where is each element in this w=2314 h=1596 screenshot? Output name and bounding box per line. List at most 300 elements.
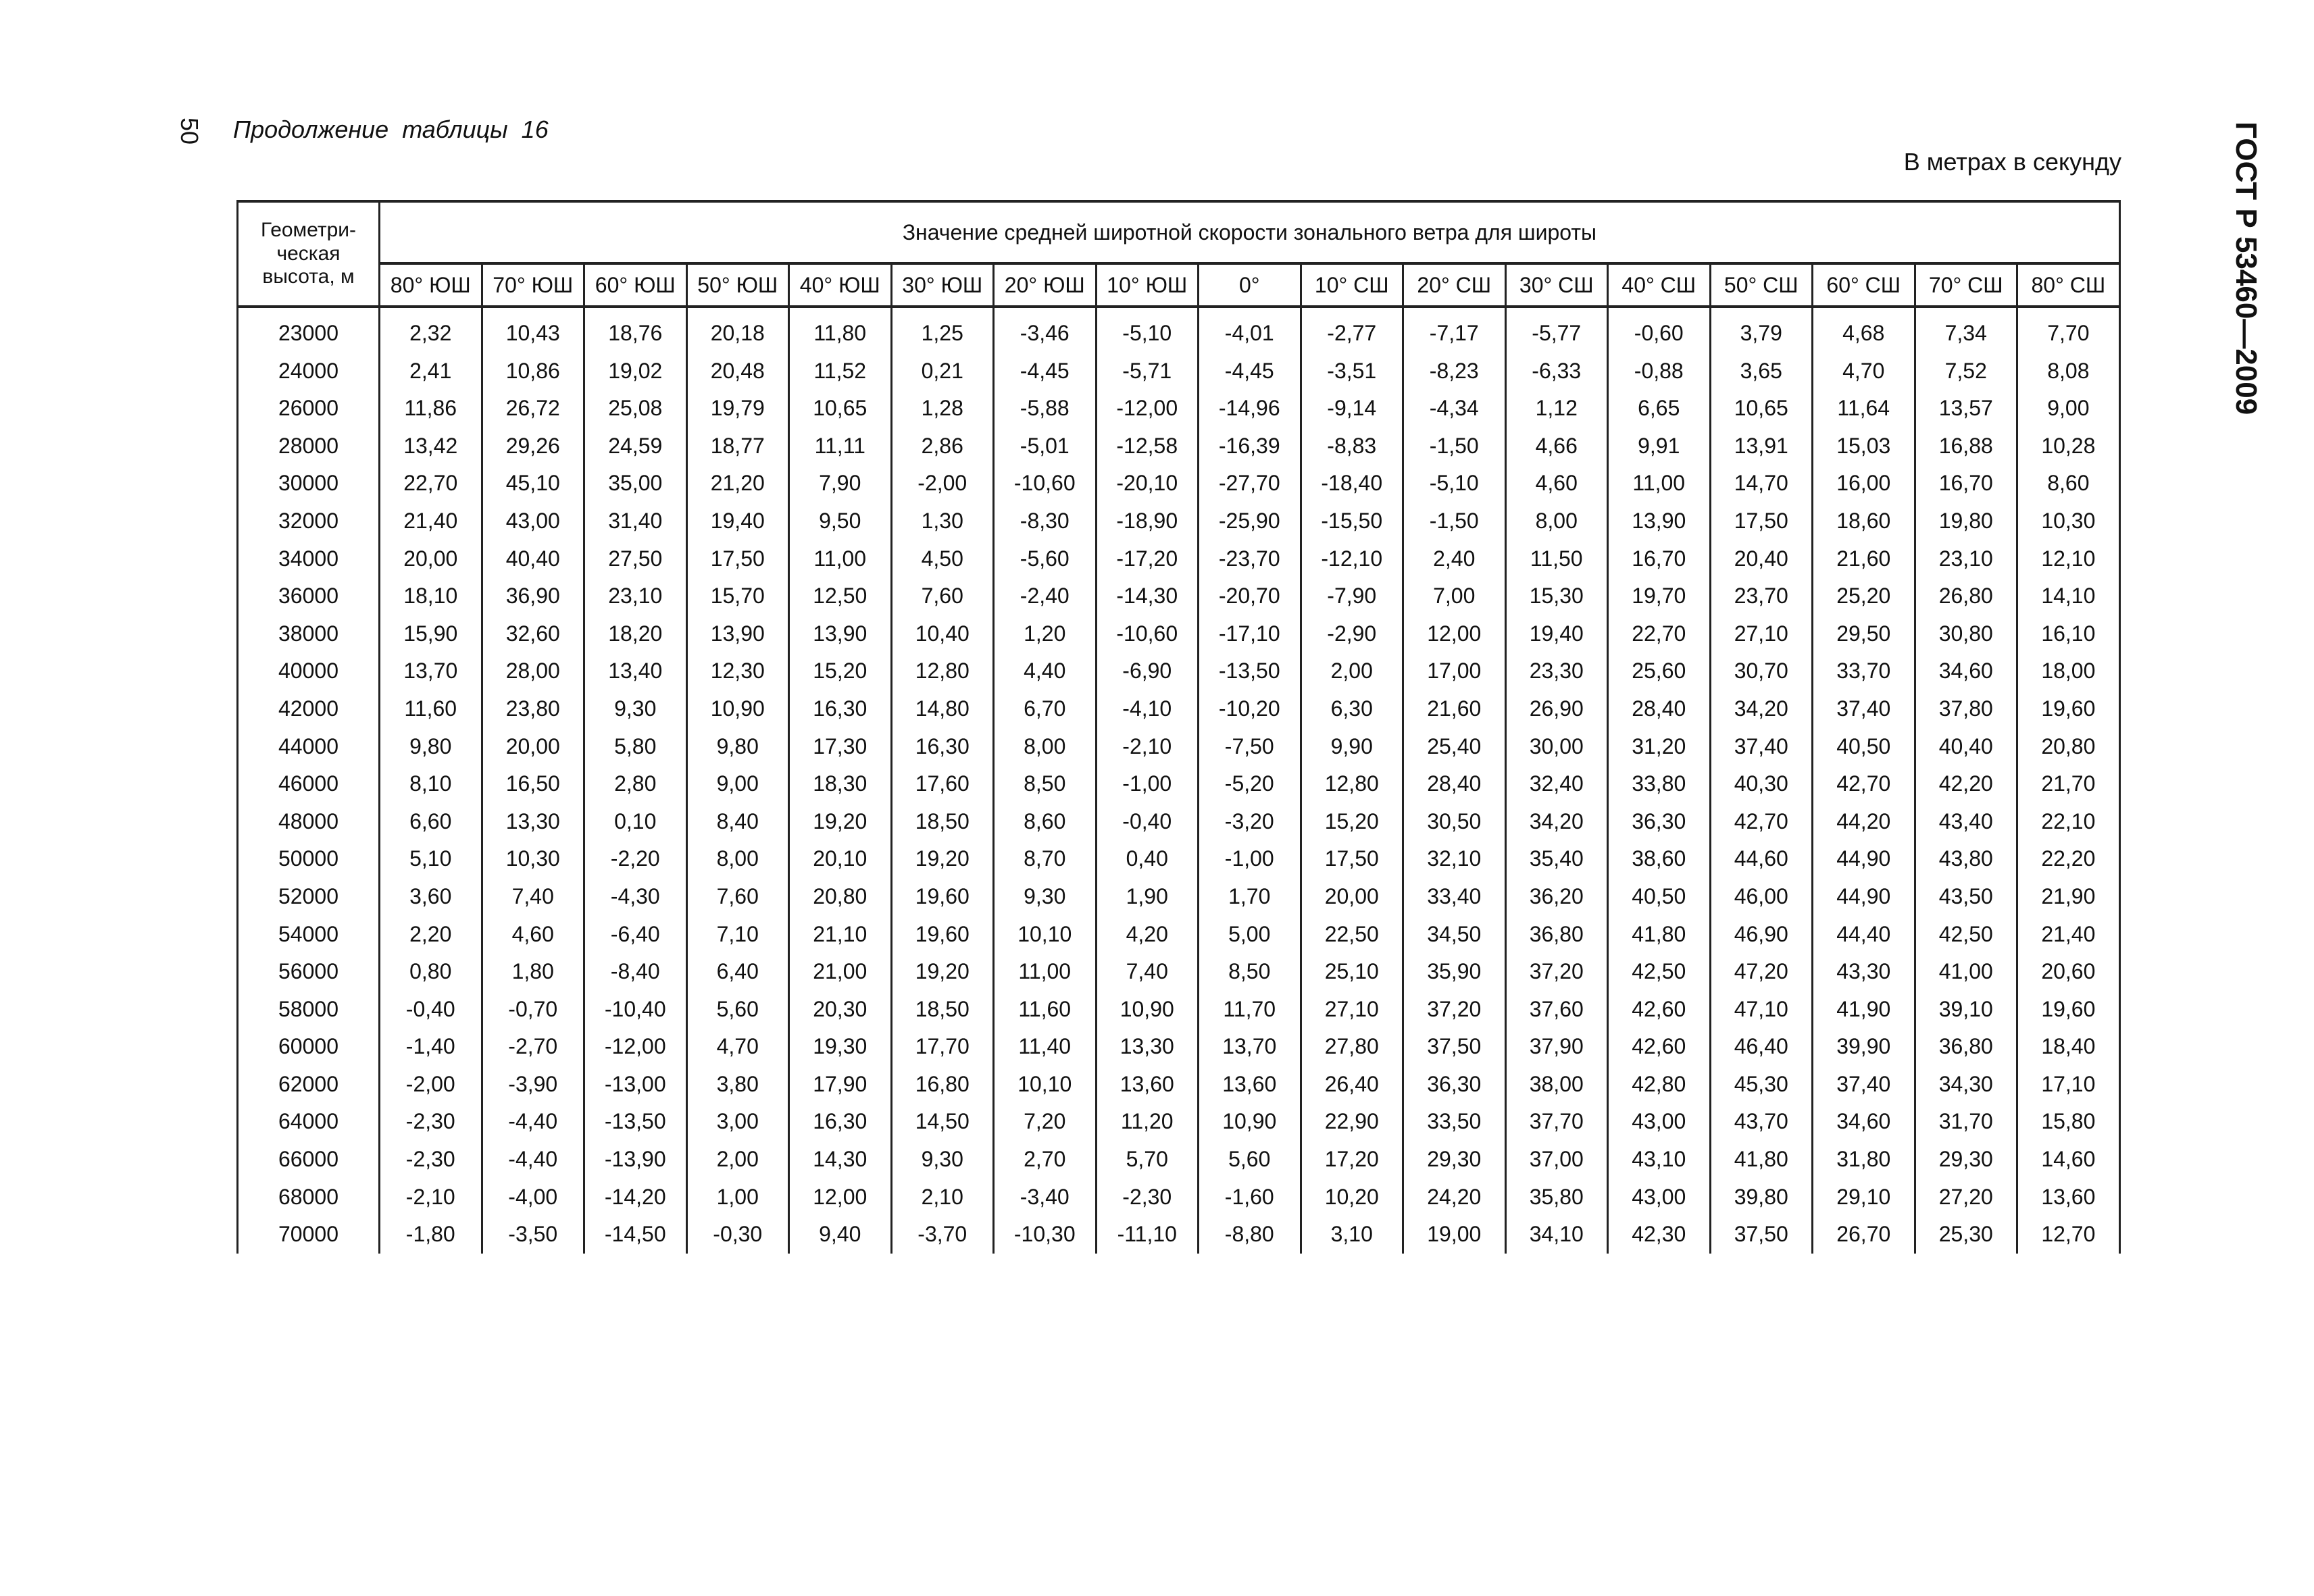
value-cell: 17,50 xyxy=(1301,840,1403,878)
value-cell: 6,40 xyxy=(686,953,789,991)
latitude-header: 70° ЮШ xyxy=(482,263,584,307)
value-cell: 40,30 xyxy=(1710,765,1813,803)
table-caption: Продолжение таблицы 16 xyxy=(233,115,549,143)
value-cell: 46,90 xyxy=(1710,916,1813,954)
value-cell: 16,70 xyxy=(1915,465,2017,503)
value-cell: 24,20 xyxy=(1403,1179,1506,1216)
value-cell: -2,00 xyxy=(380,1066,482,1104)
value-cell: -20,10 xyxy=(1096,465,1199,503)
altitude-cell: 38000 xyxy=(238,615,380,653)
value-cell: 3,80 xyxy=(686,1066,789,1104)
altitude-cell: 24000 xyxy=(238,353,380,390)
value-cell: 35,00 xyxy=(584,465,687,503)
value-cell: 41,00 xyxy=(1915,953,2017,991)
value-cell: 6,60 xyxy=(380,803,482,841)
value-cell: 41,90 xyxy=(1813,991,1915,1029)
altitude-cell: 62000 xyxy=(238,1066,380,1104)
value-cell: 29,10 xyxy=(1813,1179,1915,1216)
value-cell: 9,90 xyxy=(1301,728,1403,766)
value-cell: 25,10 xyxy=(1301,953,1403,991)
table-row xyxy=(238,916,2120,954)
value-cell: 36,30 xyxy=(1608,803,1711,841)
value-cell: 21,40 xyxy=(380,503,482,540)
value-cell: 35,90 xyxy=(1403,953,1506,991)
header-separator xyxy=(238,307,2120,315)
table-row xyxy=(238,1028,2120,1066)
value-cell: -14,96 xyxy=(1199,390,1301,428)
altitude-cell: 54000 xyxy=(238,916,380,954)
value-cell: 16,30 xyxy=(891,728,994,766)
value-cell: 30,80 xyxy=(1915,615,2017,653)
value-cell: 19,40 xyxy=(686,503,789,540)
value-cell: 13,60 xyxy=(1096,1066,1199,1104)
value-cell: 9,50 xyxy=(789,503,892,540)
value-cell: 10,10 xyxy=(994,1066,1097,1104)
value-cell: -3,20 xyxy=(1199,803,1301,841)
value-cell: 13,91 xyxy=(1710,428,1813,465)
value-cell: -2,30 xyxy=(380,1141,482,1179)
value-cell: 18,50 xyxy=(891,991,994,1029)
value-cell: 12,10 xyxy=(2017,540,2120,578)
value-cell: -5,77 xyxy=(1505,315,1608,353)
value-cell: -13,50 xyxy=(584,1103,687,1141)
value-cell: -1,60 xyxy=(1199,1179,1301,1216)
value-cell: 23,10 xyxy=(1915,540,2017,578)
value-cell: 7,00 xyxy=(1403,577,1506,615)
value-cell: 8,40 xyxy=(686,803,789,841)
value-cell: 15,30 xyxy=(1505,577,1608,615)
value-cell: 10,30 xyxy=(2017,503,2120,540)
value-cell: 20,40 xyxy=(1710,540,1813,578)
value-cell: 18,30 xyxy=(789,765,892,803)
value-cell: 31,70 xyxy=(1915,1103,2017,1141)
value-cell: 40,40 xyxy=(482,540,584,578)
value-cell: -12,00 xyxy=(584,1028,687,1066)
altitude-cell: 50000 xyxy=(238,840,380,878)
value-cell: 36,80 xyxy=(1915,1028,2017,1066)
value-cell: 36,20 xyxy=(1505,878,1608,916)
value-cell: 0,10 xyxy=(584,803,687,841)
value-cell: 29,30 xyxy=(1915,1141,2017,1179)
value-cell: 11,70 xyxy=(1199,991,1301,1029)
value-cell: -27,70 xyxy=(1199,465,1301,503)
value-cell: 11,40 xyxy=(994,1028,1097,1066)
value-cell: 9,91 xyxy=(1608,428,1711,465)
value-cell: 1,70 xyxy=(1199,878,1301,916)
value-cell: -13,90 xyxy=(584,1141,687,1179)
value-cell: 9,30 xyxy=(891,1141,994,1179)
value-cell: -2,30 xyxy=(380,1103,482,1141)
value-cell: -7,50 xyxy=(1199,728,1301,766)
value-cell: 4,70 xyxy=(1813,353,1915,390)
value-cell: 22,10 xyxy=(2017,803,2120,841)
value-cell: -18,40 xyxy=(1301,465,1403,503)
value-cell: 8,60 xyxy=(994,803,1097,841)
value-cell: 1,25 xyxy=(891,315,994,353)
value-cell: 11,60 xyxy=(380,690,482,728)
value-cell: 12,00 xyxy=(789,1179,892,1216)
value-cell: 40,50 xyxy=(1813,728,1915,766)
value-cell: 40,50 xyxy=(1608,878,1711,916)
value-cell: 11,50 xyxy=(1505,540,1608,578)
value-cell: 42,60 xyxy=(1608,1028,1711,1066)
latitude-header: 50° СШ xyxy=(1710,263,1813,307)
value-cell: -10,60 xyxy=(994,465,1097,503)
table-row xyxy=(238,690,2120,728)
latitude-header-row xyxy=(238,263,2120,307)
value-cell: 13,30 xyxy=(482,803,584,841)
value-cell: 13,42 xyxy=(380,428,482,465)
value-cell: 14,30 xyxy=(789,1141,892,1179)
value-cell: 37,40 xyxy=(1813,1066,1915,1104)
value-cell: 25,60 xyxy=(1608,652,1711,690)
latitude-header: 0° xyxy=(1199,263,1301,307)
value-cell: 21,10 xyxy=(789,916,892,954)
value-cell: 5,70 xyxy=(1096,1141,1199,1179)
value-cell: 2,70 xyxy=(994,1141,1097,1179)
value-cell: 14,70 xyxy=(1710,465,1813,503)
value-cell: 37,70 xyxy=(1505,1103,1608,1141)
value-cell: 13,40 xyxy=(584,652,687,690)
value-cell: 36,30 xyxy=(1403,1066,1506,1104)
value-cell: 13,90 xyxy=(789,615,892,653)
value-cell: -8,30 xyxy=(994,503,1097,540)
value-cell: 29,26 xyxy=(482,428,584,465)
value-cell: 8,00 xyxy=(1505,503,1608,540)
value-cell: 21,70 xyxy=(2017,765,2120,803)
value-cell: 2,00 xyxy=(1301,652,1403,690)
value-cell: 16,30 xyxy=(789,690,892,728)
value-cell: -2,70 xyxy=(482,1028,584,1066)
value-cell: 11,00 xyxy=(994,953,1097,991)
value-cell: 2,80 xyxy=(584,765,687,803)
value-cell: 15,70 xyxy=(686,577,789,615)
table-row xyxy=(238,1141,2120,1179)
latitude-header: 80° ЮШ xyxy=(380,263,482,307)
value-cell: 27,80 xyxy=(1301,1028,1403,1066)
value-cell: 21,20 xyxy=(686,465,789,503)
value-cell: 3,10 xyxy=(1301,1216,1403,1254)
altitude-cell: 23000 xyxy=(238,315,380,353)
value-cell: 13,90 xyxy=(686,615,789,653)
value-cell: 1,28 xyxy=(891,390,994,428)
value-cell: 47,10 xyxy=(1710,991,1813,1029)
value-cell: 15,20 xyxy=(789,652,892,690)
altitude-cell: 64000 xyxy=(238,1103,380,1141)
value-cell: 6,65 xyxy=(1608,390,1711,428)
value-cell: -13,00 xyxy=(584,1066,687,1104)
value-cell: 22,50 xyxy=(1301,916,1403,954)
value-cell: -17,10 xyxy=(1199,615,1301,653)
latitude-header: 20° ЮШ xyxy=(994,263,1097,307)
value-cell: 8,50 xyxy=(1199,953,1301,991)
value-cell: -1,00 xyxy=(1096,765,1199,803)
value-cell: 13,90 xyxy=(1608,503,1711,540)
table-row xyxy=(238,1216,2120,1254)
value-cell: 26,72 xyxy=(482,390,584,428)
altitude-cell: 56000 xyxy=(238,953,380,991)
value-cell: 3,65 xyxy=(1710,353,1813,390)
value-cell: 19,20 xyxy=(891,953,994,991)
value-cell: 3,60 xyxy=(380,878,482,916)
value-cell: -12,00 xyxy=(1096,390,1199,428)
latitude-header: 10° СШ xyxy=(1301,263,1403,307)
latitude-header: 80° СШ xyxy=(2017,263,2120,307)
latitude-group-header: Значение средней широтной скорости зонального ветра для широты xyxy=(380,201,2120,263)
value-cell: 34,60 xyxy=(1813,1103,1915,1141)
value-cell: 4,60 xyxy=(1505,465,1608,503)
value-cell: 42,60 xyxy=(1608,991,1711,1029)
value-cell: -6,33 xyxy=(1505,353,1608,390)
value-cell: 39,10 xyxy=(1915,991,2017,1029)
value-cell: 41,80 xyxy=(1710,1141,1813,1179)
table-row xyxy=(238,577,2120,615)
altitude-cell: 66000 xyxy=(238,1141,380,1179)
value-cell: 30,50 xyxy=(1403,803,1506,841)
value-cell: 47,20 xyxy=(1710,953,1813,991)
value-cell: 30,70 xyxy=(1710,652,1813,690)
value-cell: -1,80 xyxy=(380,1216,482,1254)
altitude-cell: 26000 xyxy=(238,390,380,428)
value-cell: 17,00 xyxy=(1403,652,1506,690)
altitude-cell: 42000 xyxy=(238,690,380,728)
value-cell: 46,40 xyxy=(1710,1028,1813,1066)
value-cell: 19,02 xyxy=(584,353,687,390)
value-cell: 12,80 xyxy=(891,652,994,690)
table-row xyxy=(238,878,2120,916)
value-cell: 9,30 xyxy=(994,878,1097,916)
value-cell: 22,70 xyxy=(380,465,482,503)
value-cell: -3,51 xyxy=(1301,353,1403,390)
value-cell: -0,40 xyxy=(1096,803,1199,841)
value-cell: 44,90 xyxy=(1813,840,1915,878)
units-label: В метрах в секунду xyxy=(1903,148,2121,176)
value-cell: 3,00 xyxy=(686,1103,789,1141)
value-cell: 10,86 xyxy=(482,353,584,390)
value-cell: 11,80 xyxy=(789,315,892,353)
value-cell: 10,43 xyxy=(482,315,584,353)
latitude-header: 60° ЮШ xyxy=(584,263,687,307)
table-row xyxy=(238,728,2120,766)
value-cell: 20,80 xyxy=(789,878,892,916)
value-cell: 11,60 xyxy=(994,991,1097,1029)
value-cell: 17,70 xyxy=(891,1028,994,1066)
value-cell: 43,50 xyxy=(1915,878,2017,916)
value-cell: 10,40 xyxy=(891,615,994,653)
value-cell: -4,01 xyxy=(1199,315,1301,353)
value-cell: 28,40 xyxy=(1403,765,1506,803)
value-cell: 31,40 xyxy=(584,503,687,540)
value-cell: 43,30 xyxy=(1813,953,1915,991)
value-cell: 19,20 xyxy=(789,803,892,841)
value-cell: -7,17 xyxy=(1403,315,1506,353)
value-cell: 34,50 xyxy=(1403,916,1506,954)
altitude-cell: 68000 xyxy=(238,1179,380,1216)
value-cell: 24,59 xyxy=(584,428,687,465)
table-row xyxy=(238,1179,2120,1216)
value-cell: 0,80 xyxy=(380,953,482,991)
value-cell: 5,60 xyxy=(1199,1141,1301,1179)
value-cell: 7,34 xyxy=(1915,315,2017,353)
value-cell: 20,10 xyxy=(789,840,892,878)
value-cell: 37,50 xyxy=(1710,1216,1813,1254)
value-cell: -3,46 xyxy=(994,315,1097,353)
table-row xyxy=(238,428,2120,465)
value-cell: 7,90 xyxy=(789,465,892,503)
value-cell: 19,00 xyxy=(1403,1216,1506,1254)
value-cell: 19,30 xyxy=(789,1028,892,1066)
value-cell: 34,30 xyxy=(1915,1066,2017,1104)
value-cell: 43,00 xyxy=(1608,1103,1711,1141)
value-cell: 27,10 xyxy=(1710,615,1813,653)
value-cell: 36,80 xyxy=(1505,916,1608,954)
value-cell: 1,90 xyxy=(1096,878,1199,916)
value-cell: 27,10 xyxy=(1301,991,1403,1029)
value-cell: 21,40 xyxy=(2017,916,2120,954)
value-cell: -0,40 xyxy=(380,991,482,1029)
value-cell: 45,30 xyxy=(1710,1066,1813,1104)
value-cell: 30,00 xyxy=(1505,728,1608,766)
value-cell: -14,20 xyxy=(584,1179,687,1216)
value-cell: -5,10 xyxy=(1403,465,1506,503)
value-cell: 15,90 xyxy=(380,615,482,653)
table-row xyxy=(238,390,2120,428)
value-cell: -4,10 xyxy=(1096,690,1199,728)
value-cell: 7,60 xyxy=(891,577,994,615)
value-cell: 23,10 xyxy=(584,577,687,615)
value-cell: 25,40 xyxy=(1403,728,1506,766)
value-cell: 25,20 xyxy=(1813,577,1915,615)
value-cell: 18,50 xyxy=(891,803,994,841)
value-cell: -16,39 xyxy=(1199,428,1301,465)
value-cell: 12,00 xyxy=(1403,615,1506,653)
value-cell: 25,08 xyxy=(584,390,687,428)
value-cell: -10,20 xyxy=(1199,690,1301,728)
value-cell: 9,00 xyxy=(686,765,789,803)
latitude-header: 70° СШ xyxy=(1915,263,2017,307)
value-cell: 32,60 xyxy=(482,615,584,653)
altitude-cell: 32000 xyxy=(238,503,380,540)
value-cell: 3,79 xyxy=(1710,315,1813,353)
value-cell: -12,10 xyxy=(1301,540,1403,578)
value-cell: -8,23 xyxy=(1403,353,1506,390)
value-cell: 38,00 xyxy=(1505,1066,1608,1104)
altitude-cell: 30000 xyxy=(238,465,380,503)
value-cell: 35,80 xyxy=(1505,1179,1608,1216)
value-cell: -5,10 xyxy=(1096,315,1199,353)
value-cell: 37,20 xyxy=(1403,991,1506,1029)
value-cell: 9,00 xyxy=(2017,390,2120,428)
value-cell: 21,60 xyxy=(1813,540,1915,578)
value-cell: 2,40 xyxy=(1403,540,1506,578)
value-cell: 35,40 xyxy=(1505,840,1608,878)
value-cell: 13,30 xyxy=(1096,1028,1199,1066)
value-cell: -4,00 xyxy=(482,1179,584,1216)
value-cell: -2,10 xyxy=(380,1179,482,1216)
altitude-cell: 60000 xyxy=(238,1028,380,1066)
value-cell: -12,58 xyxy=(1096,428,1199,465)
value-cell: 8,10 xyxy=(380,765,482,803)
value-cell: 8,70 xyxy=(994,840,1097,878)
value-cell: 13,70 xyxy=(380,652,482,690)
value-cell: 23,30 xyxy=(1505,652,1608,690)
value-cell: 10,90 xyxy=(686,690,789,728)
altitude-cell: 46000 xyxy=(238,765,380,803)
value-cell: 31,20 xyxy=(1608,728,1711,766)
value-cell: 2,86 xyxy=(891,428,994,465)
value-cell: -6,90 xyxy=(1096,652,1199,690)
value-cell: 18,76 xyxy=(584,315,687,353)
value-cell: 19,20 xyxy=(891,840,994,878)
value-cell: -3,40 xyxy=(994,1179,1097,1216)
latitude-header: 10° ЮШ xyxy=(1096,263,1199,307)
value-cell: 17,50 xyxy=(1710,503,1813,540)
value-cell: 19,80 xyxy=(1915,503,2017,540)
latitude-header: 40° СШ xyxy=(1608,263,1711,307)
value-cell: 43,00 xyxy=(1608,1179,1711,1216)
table-row xyxy=(238,615,2120,653)
value-cell: 21,60 xyxy=(1403,690,1506,728)
value-cell: 12,30 xyxy=(686,652,789,690)
value-cell: 32,10 xyxy=(1403,840,1506,878)
value-cell: 10,10 xyxy=(994,916,1097,954)
value-cell: 19,79 xyxy=(686,390,789,428)
value-cell: -1,00 xyxy=(1199,840,1301,878)
value-cell: 22,20 xyxy=(2017,840,2120,878)
value-cell: -0,70 xyxy=(482,991,584,1029)
table-row xyxy=(238,840,2120,878)
value-cell: 11,11 xyxy=(789,428,892,465)
value-cell: 25,30 xyxy=(1915,1216,2017,1254)
value-cell: 6,30 xyxy=(1301,690,1403,728)
value-cell: 33,40 xyxy=(1403,878,1506,916)
latitude-header: 60° СШ xyxy=(1813,263,1915,307)
value-cell: -18,90 xyxy=(1096,503,1199,540)
value-cell: -4,40 xyxy=(482,1103,584,1141)
value-cell: -11,10 xyxy=(1096,1216,1199,1254)
value-cell: 6,70 xyxy=(994,690,1097,728)
value-cell: -1,40 xyxy=(380,1028,482,1066)
value-cell: -4,30 xyxy=(584,878,687,916)
value-cell: 29,30 xyxy=(1403,1141,1506,1179)
value-cell: 8,08 xyxy=(2017,353,2120,390)
value-cell: 5,10 xyxy=(380,840,482,878)
latitude-header: 30° ЮШ xyxy=(891,263,994,307)
value-cell: 42,50 xyxy=(1915,916,2017,954)
value-cell: 17,30 xyxy=(789,728,892,766)
value-cell: 44,90 xyxy=(1813,878,1915,916)
value-cell: 13,57 xyxy=(1915,390,2017,428)
value-cell: 26,40 xyxy=(1301,1066,1403,1104)
table-row xyxy=(238,765,2120,803)
value-cell: 44,20 xyxy=(1813,803,1915,841)
latitude-header: 50° ЮШ xyxy=(686,263,789,307)
value-cell: 11,64 xyxy=(1813,390,1915,428)
value-cell: 26,80 xyxy=(1915,577,2017,615)
value-cell: 45,10 xyxy=(482,465,584,503)
value-cell: 4,20 xyxy=(1096,916,1199,954)
value-cell: -6,40 xyxy=(584,916,687,954)
value-cell: 0,21 xyxy=(891,353,994,390)
value-cell: 16,10 xyxy=(2017,615,2120,653)
value-cell: 4,70 xyxy=(686,1028,789,1066)
value-cell: 5,60 xyxy=(686,991,789,1029)
table-body xyxy=(238,307,2120,1254)
value-cell: 17,50 xyxy=(686,540,789,578)
altitude-cell: 70000 xyxy=(238,1216,380,1254)
value-cell: 42,70 xyxy=(1710,803,1813,841)
value-cell: 2,41 xyxy=(380,353,482,390)
